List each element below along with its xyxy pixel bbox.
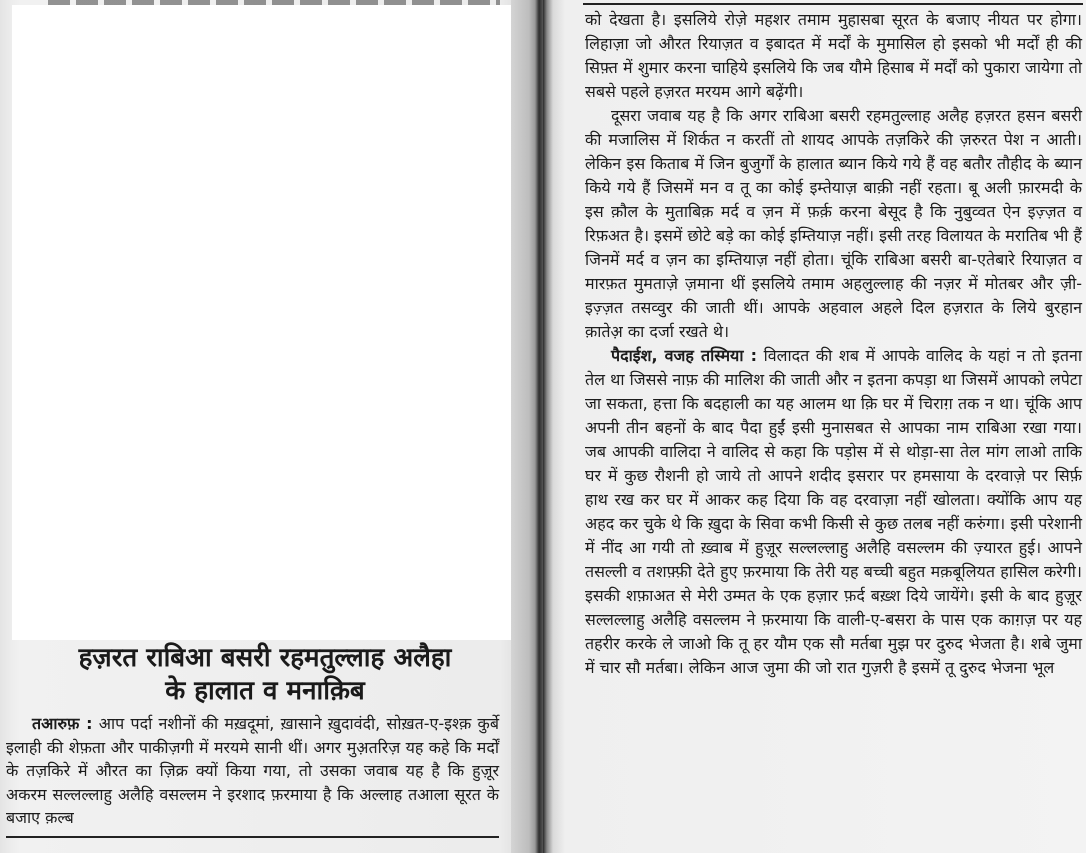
paragraph-1: को देखता है। इसलिये रोज़े महशर तमाम मुहासबा सूरत के बजाए नीयत पर होगा। लिहाज़ा जो औरत रियाज़त व इबादत में मर्दों के मुमासिल हो इसको भी मर्दों ही की सिफ़्त में शुमार करना चाहिये इसलिये कि जब यौमे हिसाब में मर्दों को पुकारा जायेगा तो सबसे पहले हज़रत मरयम आगे बढ़ेंगी। [585,10,1082,101]
intro-text: आप पर्दा नशीनों की मख़दूमां, ख़ासाने ख़ुदावंदी, सोख़त-ए-इश्क़ कुर्बे इलाही की शेफ़ता और पाकीज़गी में मरयमे सानी थीं। अगर मुअ़तरिज़ यह कहे कि मर्दों के तज़किरे में औरत का ज़िक्र क्यों किया गया, तो उसका जवाब यह है कि हुज़ूर अकरम सल्लल्लाहु अलैहि वसल्लम ने इरशाद फ़रमाया है कि अल्लाह तआला सूरत के बजाए क़ल्ब [6,714,499,828]
top-rule [583,3,1083,5]
right-page [543,0,1086,853]
right-body-text [585,8,1082,680]
intro-paragraph [6,712,499,830]
bottom-rule [6,836,499,838]
intro-label: तआरुफ़ : [32,714,93,733]
left-page [0,0,540,853]
paragraph-3 [585,344,1082,680]
chapter-title [20,642,510,708]
book-spine-shadow [511,0,543,853]
chapter-title-line-2: के हालात व मनाक़िब [165,676,365,706]
left-body-text [6,712,499,830]
chapter-title-line-1: हज़रत राबिआ बसरी रहमतुल्लाह अलैहा [78,643,452,673]
birth-section-text: विलादत की शब में आपके वालिद के यहां न तो इतना तेल था जिससे नाफ़ की मालिश की जाती और न इतना कपड़ा था जिसमें आपको लपेटा जा सकता, हत्ता कि बदहाली का यह आलम था क़ि घर में चिराग़ तक न था। चूंकि आप अपनी तीन बहनों के बाद पैदा हुईं इसी मुनासबत से आपका नाम राबिआ रखा गया। जब आपकी वालिदा ने वालिद से कहा कि पड़ोस में से थोड़ा-सा तेल मांग लाओ ताकि घर में कुछ रौशनी हो जाये तो आपने शदीद इसरार पर हमसाया के दरवाज़े पर सिर्फ़ हाथ रख कर घर में आकर कह दिया कि वह दरवाज़ा नहीं खोलता। क्योंकि आप यह अहद कर चुके थे कि ख़ुदा के सिवा कभी किसी से कुछ तलब नहीं करुंगा। इसी परेशानी में नींद आ गयी तो ख़्वाब में हुज़ूर सल्लल्लाहु अलैहि वसल्लम की ज़्यारत हुई। आपने तसल्ली व तशफ़्फ़ी देते हुए फ़रमाया कि तेरी यह बच्ची बहुत मक़बूलियत हासिल करेगी। इसकी शफ़ाअत से मेरी उम्मत के एक हज़ार फ़र्द बख़्श दिये जायेंगे। इसी के बाद हुज़ूर सल्लल्लाहु अलैहि वसल्लम ने फ़रमाया कि वाली-ए-बसरा के पास एक काग़ज़ पर यह तहरीर करके ले जाओ कि तू हर यौम एक सौ मर्तबा मुझ पर दुरुद भेजता है। शबे जुमा में चार सौ मर्तबा। लेकिन आज जुमा की जो रात गुज़री है इसमें तू दुरुद भेजना भूल [585,346,1082,677]
blank-image-area [12,5,532,640]
paragraph-2: दूसरा जवाब यह है कि अगर राबिआ बसरी रहमतुल्लाह अलैह हज़रत हसन बसरी की मजालिस में शिर्कत न करतीं तो शायद आपके तज़किरे की ज़रुरत पेश न आती। लेकिन इस किताब में जिन बुजुर्गों के हालात ब्यान किये गये हैं वह बतौर तौहीद के ब्यान किये गये हैं जिसमें मन व तू का कोई इम्तेयाज़ बाक़ी नहीं रहता। बू अली फ़ारमदी के इस क़ौल के मुताबिक़ मर्द व ज़न में फ़र्क़ करना बेसूद है कि नुबुव्वत ऐन इज़्ज़त व रिफ़अत है। इसमें छोटे बड़े का कोई इम्तियाज़ नहीं। इसी तरह विलायत के मरातिब भी हैं जिनमें मर्द व ज़न का इम्तियाज़ नहीं होता। चूंकि राबिआ बसरी बा-एतेबारे रियाज़त व मारफ़त मुमताज़े ज़माना थीं इसलिये तमाम अहलुल्लाह की नज़र में मोतबर और ज़ी- इज़्ज़त तसव्वुर की जाती थीं। आपके अहवाल अहले दिल हज़रात के लिये बुरहान क़ातेअ़ का दर्जा रखते थे। [585,106,1082,341]
birth-section-label: पैदाईश, वजह तस्मिया : [611,346,757,365]
